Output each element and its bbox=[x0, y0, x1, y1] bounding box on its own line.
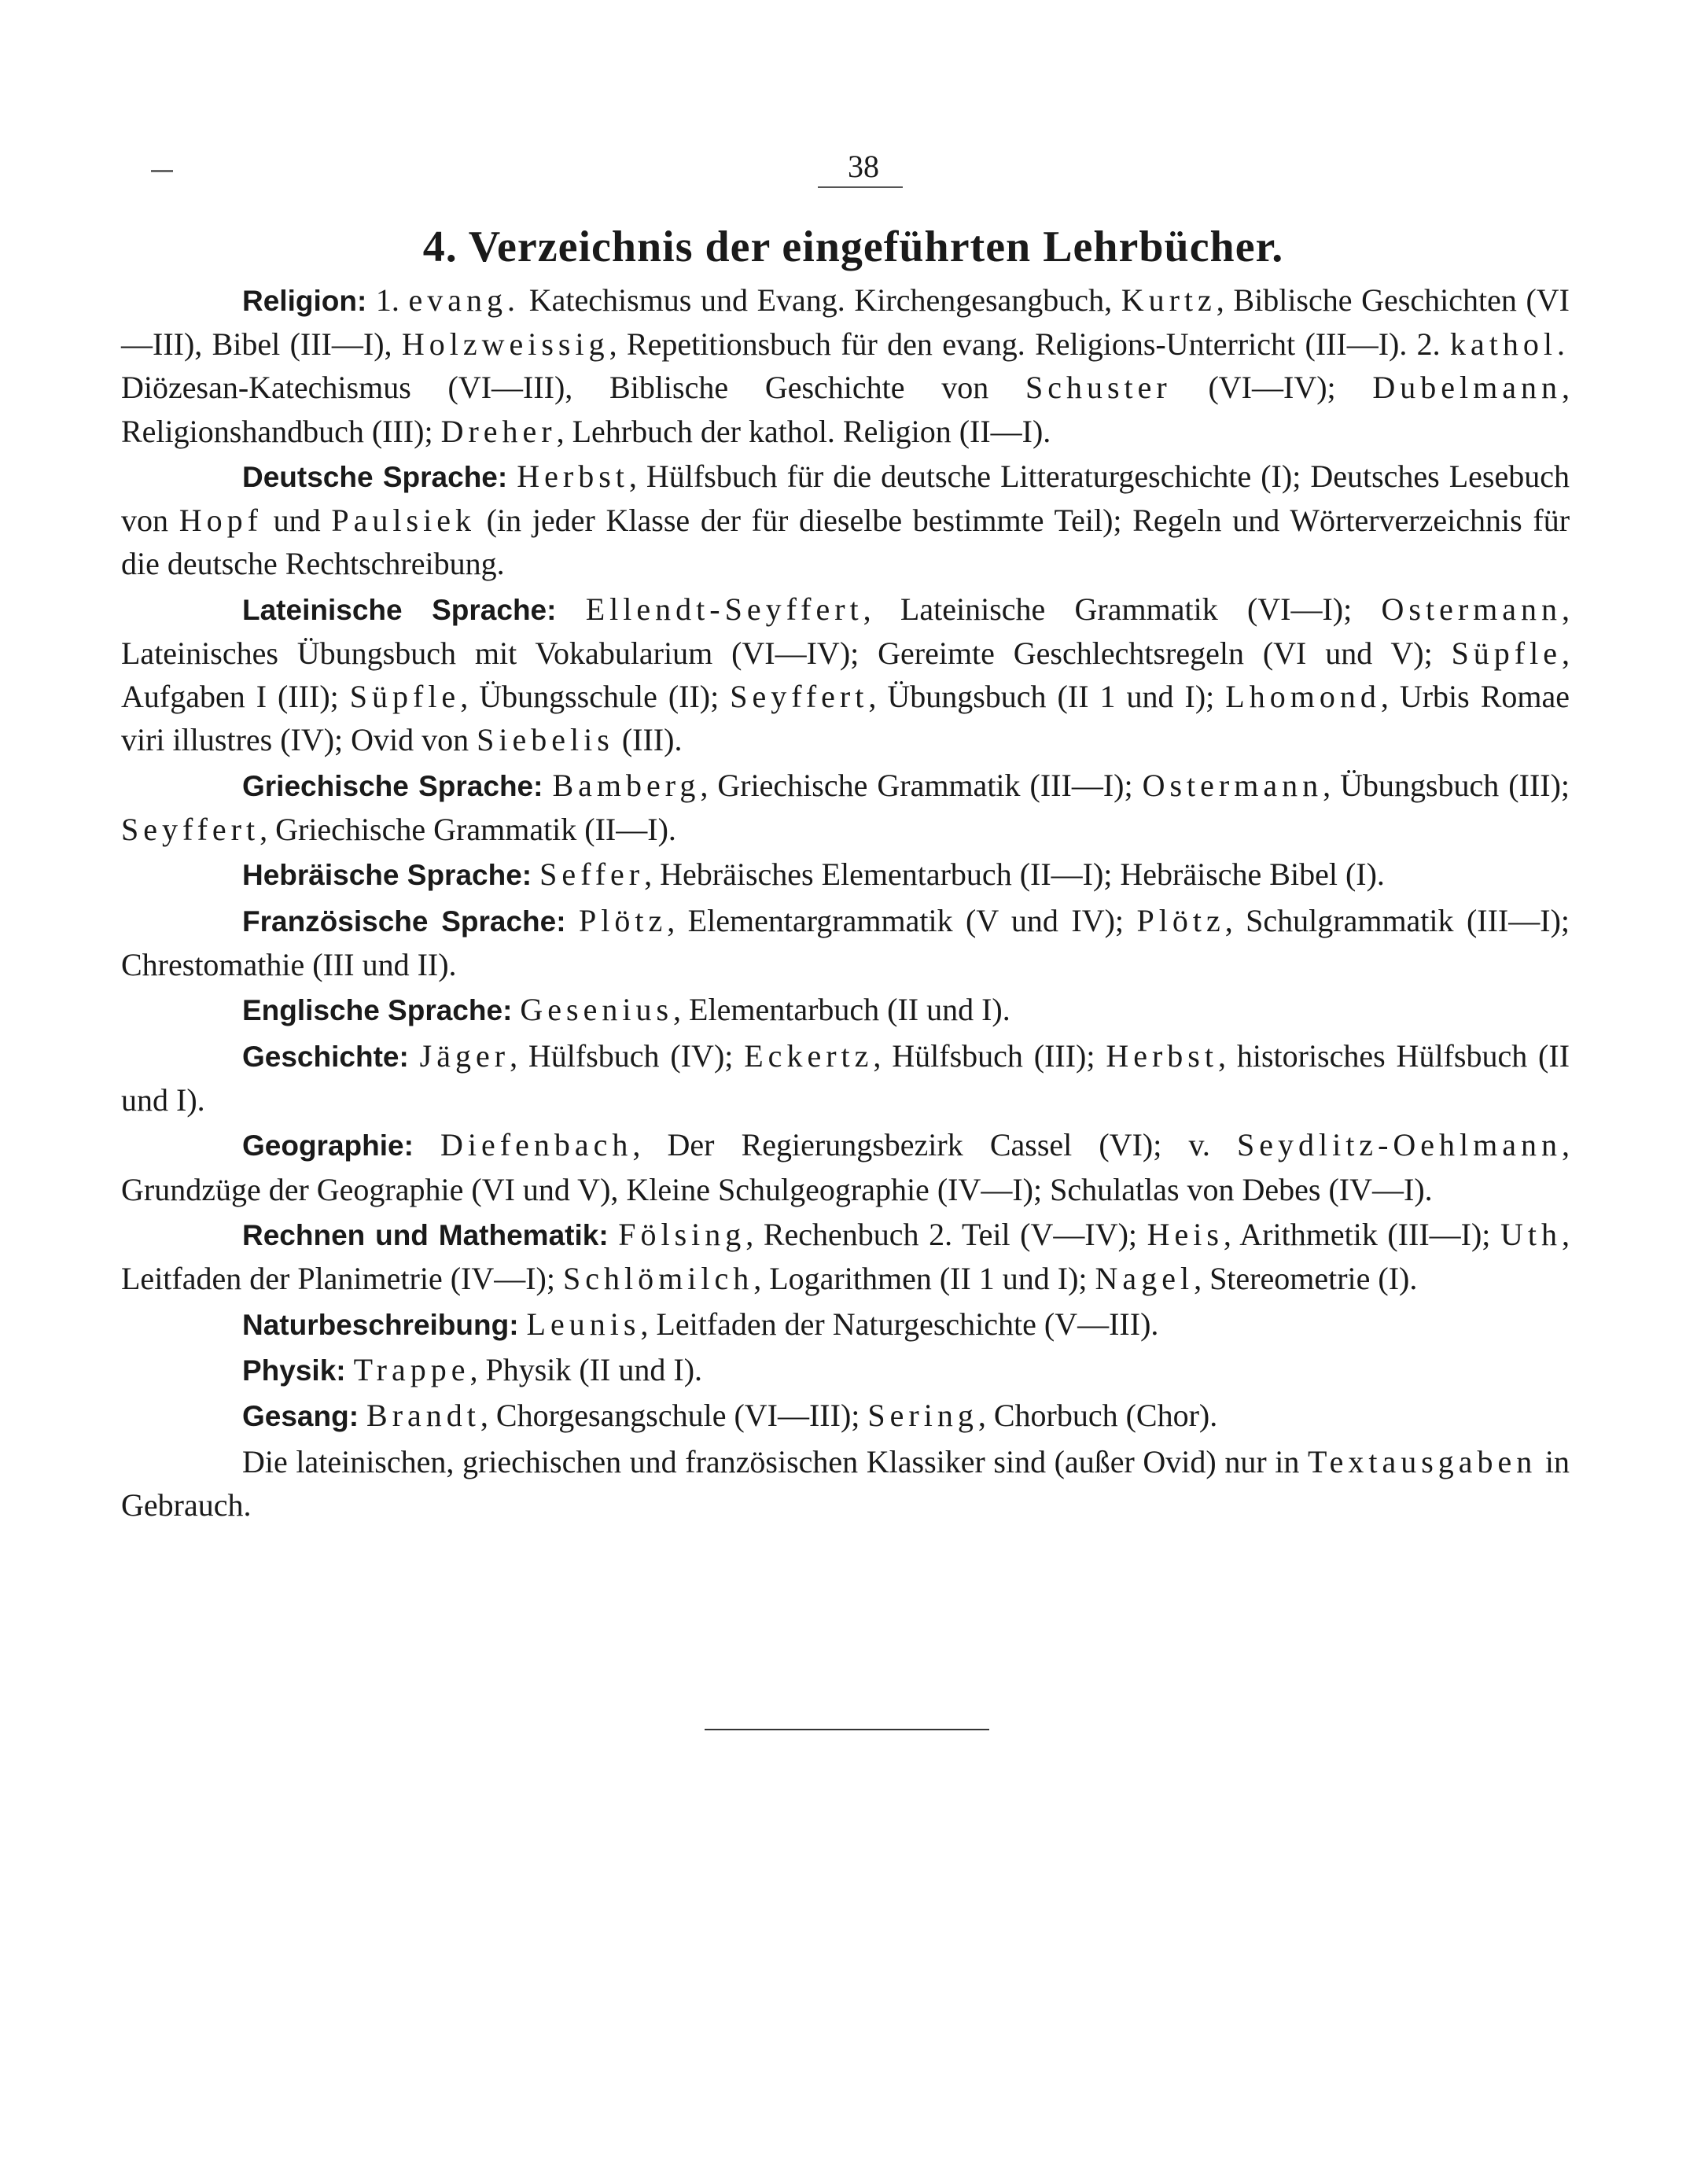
subject-label: Deutsche Sprache: bbox=[242, 461, 508, 493]
textbook-entry: Englische Sprache: Gesenius, Elementarbuch (II und I). bbox=[242, 992, 1010, 1028]
author-name: Seyffert bbox=[730, 679, 869, 715]
author-name: Kurtz bbox=[1121, 282, 1217, 318]
textbook-entry: Griechische Sprache: Bamberg, Griechische Grammatik (III—I); Ostermann, Übungsbuch (III); Seyffert, Griechische Grammatik (II—I). bbox=[121, 767, 1570, 847]
closing-note: Die lateinischen, griechischen und französischen Klassiker sind (außer Ovid) nur in Textausgaben in Gebrauch. bbox=[121, 1443, 1570, 1523]
subject-label: Geographie: bbox=[242, 1129, 414, 1162]
author-name: Ostermann bbox=[1381, 591, 1563, 627]
author-name: Plötz bbox=[578, 902, 668, 938]
author-name: Ostermann bbox=[1142, 767, 1323, 803]
textbook-entry: Physik: Trappe, Physik (II und I). bbox=[242, 1351, 703, 1387]
author-name: Ellendt-Seyffert bbox=[585, 591, 863, 627]
author-name: Bamberg bbox=[552, 767, 701, 803]
textbook-entry: Naturbeschreibung: Leunis, Leitfaden der Naturgeschichte (V—III). bbox=[242, 1306, 1159, 1342]
page-number: 38 bbox=[848, 149, 879, 184]
author-name: Lhomond bbox=[1225, 679, 1381, 715]
author-name: Trappe bbox=[353, 1351, 470, 1387]
textbook-entry: Hebräische Sprache: Seffer, Hebräisches Elementarbuch (II—I); Hebräische Bibel (I). bbox=[242, 857, 1385, 893]
textbook-entry: Geschichte: Jäger, Hülfsbuch (IV); Eckertz, Hülfsbuch (III); Herbst, historisches Hülfsbuch (II und I). bbox=[121, 1037, 1570, 1118]
section-heading: 4. Verzeichnis der eingeführten Lehrbücher. bbox=[422, 223, 1284, 271]
page-number-rule bbox=[818, 186, 903, 188]
author-name: evang. bbox=[408, 282, 521, 318]
textbook-list bbox=[121, 278, 1570, 1528]
author-name: Schlömilch bbox=[563, 1261, 754, 1297]
author-name: Nagel bbox=[1095, 1261, 1194, 1297]
author-name: Dubelmann bbox=[1372, 370, 1562, 406]
author-name: Dreher bbox=[440, 413, 557, 449]
author-name: Seyffert bbox=[121, 812, 260, 847]
author-name: Holzweissig bbox=[401, 326, 609, 363]
subject-label: Naturbeschreibung: bbox=[242, 1308, 519, 1341]
subject-label: Gesang: bbox=[242, 1400, 359, 1433]
author-name: Hopf bbox=[179, 503, 263, 539]
author-name: Herbst bbox=[1106, 1037, 1218, 1074]
subject-label: Physik: bbox=[242, 1354, 346, 1387]
author-name: Sering bbox=[867, 1398, 978, 1434]
margin-dash bbox=[151, 170, 173, 172]
author-name: Fölsing bbox=[618, 1216, 746, 1252]
subject-label: Griechische Sprache: bbox=[242, 769, 543, 802]
author-name: Siebelis bbox=[477, 722, 614, 758]
author-name: Brandt bbox=[366, 1398, 480, 1434]
author-name: Jäger bbox=[419, 1037, 510, 1074]
subject-label: Geschichte: bbox=[242, 1040, 409, 1073]
author-name: Herbst bbox=[517, 459, 629, 494]
textbook-entry: Rechnen und Mathematik: Fölsing, Rechenbuch 2. Teil (V—IV); Heis, Arithmetik (III—I); Uth, Leitfaden der Planimetrie (IV—I); Schlömilch, Logarithmen (II 1 und I); Nagel, Stereometrie (I). bbox=[121, 1216, 1570, 1297]
author-name: Eckertz bbox=[744, 1037, 874, 1074]
author-name: Süpfle bbox=[1451, 636, 1562, 671]
author-name: Süpfle bbox=[349, 679, 461, 715]
author-name: kathol. bbox=[1450, 326, 1570, 363]
subject-label: Religion: bbox=[242, 285, 367, 317]
textbook-entry: Religion: 1. evang. Katechismus und Evang. Kirchengesangbuch, Kurtz, Biblische Geschichten (VI—III), Bibel (III—I), Holzweissig, Repetitionsbuch für den evang. Religions-Unterricht (III—I). 2. kathol. Diözesan-Katechismus (VI—III), Biblische Geschichte von Schuster (VI—IV); Dubelmann, Religionshandbuch (III); Dreher, Lehrbuch der kathol. Religion (II—I). bbox=[121, 282, 1570, 449]
author-name: Leunis bbox=[526, 1306, 641, 1342]
closing-rule bbox=[705, 1729, 989, 1730]
subject-label: Rechnen und Mathematik: bbox=[242, 1218, 609, 1251]
author-name: Uth bbox=[1500, 1216, 1562, 1252]
textbook-entry: Gesang: Brandt, Chorgesangschule (VI—III); Sering, Chorbuch (Chor). bbox=[242, 1398, 1218, 1434]
author-name: Heis bbox=[1147, 1216, 1224, 1252]
textbook-entry: Geographie: Diefenbach, Der Regierungsbezirk Cassel (VI); v. Seydlitz-Oehlmann, Grundzüge der Geographie (VI und V), Kleine Schulgeographie (IV—I); Schulatlas von Debes (IV—I). bbox=[121, 1127, 1570, 1207]
textbook-entry: Deutsche Sprache: Herbst, Hülfsbuch für die deutsche Litteraturgeschichte (I); Deutsches Lesebuch von Hopf und Paulsiek (in jeder Klasse der für dieselbe bestimmte Teil); Regeln und Wörterverzeichnis für die deutsche Rechtschreibung. bbox=[121, 459, 1570, 582]
subject-label: Hebräische Sprache: bbox=[242, 859, 532, 892]
author-name: Diefenbach bbox=[440, 1127, 633, 1163]
textbook-entry: Lateinische Sprache: Ellendt-Seyffert, Lateinische Grammatik (VI—I); Ostermann, Lateinisches Übungsbuch mit Vokabularium (VI—IV); Gereimte Geschlechtsregeln (VI und V); Süpfle, Aufgaben I (III); Süpfle, Übungsschule (II); Seyffert, Übungsbuch (II 1 und I); Lhomond, Urbis Romae viri illustres (IV); Ovid von Siebelis (III). bbox=[121, 591, 1570, 758]
author-name: Seydlitz-Oehlmann bbox=[1236, 1127, 1563, 1163]
textbook-entry: Französische Sprache: Plötz, Elementargrammatik (V und IV); Plötz, Schulgrammatik (III—I); Chrestomathie (III und II). bbox=[121, 902, 1570, 982]
author-name: Seffer bbox=[539, 857, 645, 893]
subject-label: Französische Sprache: bbox=[242, 904, 566, 938]
subject-label: Englische Sprache: bbox=[242, 994, 513, 1027]
author-name: Paulsiek bbox=[331, 503, 476, 539]
subject-label: Lateinische Sprache: bbox=[242, 593, 557, 626]
author-name: Schuster bbox=[1025, 370, 1172, 406]
author-name: Textausgaben bbox=[1307, 1443, 1537, 1479]
author-name: Gesenius bbox=[520, 992, 674, 1028]
author-name: Plötz bbox=[1136, 902, 1225, 938]
